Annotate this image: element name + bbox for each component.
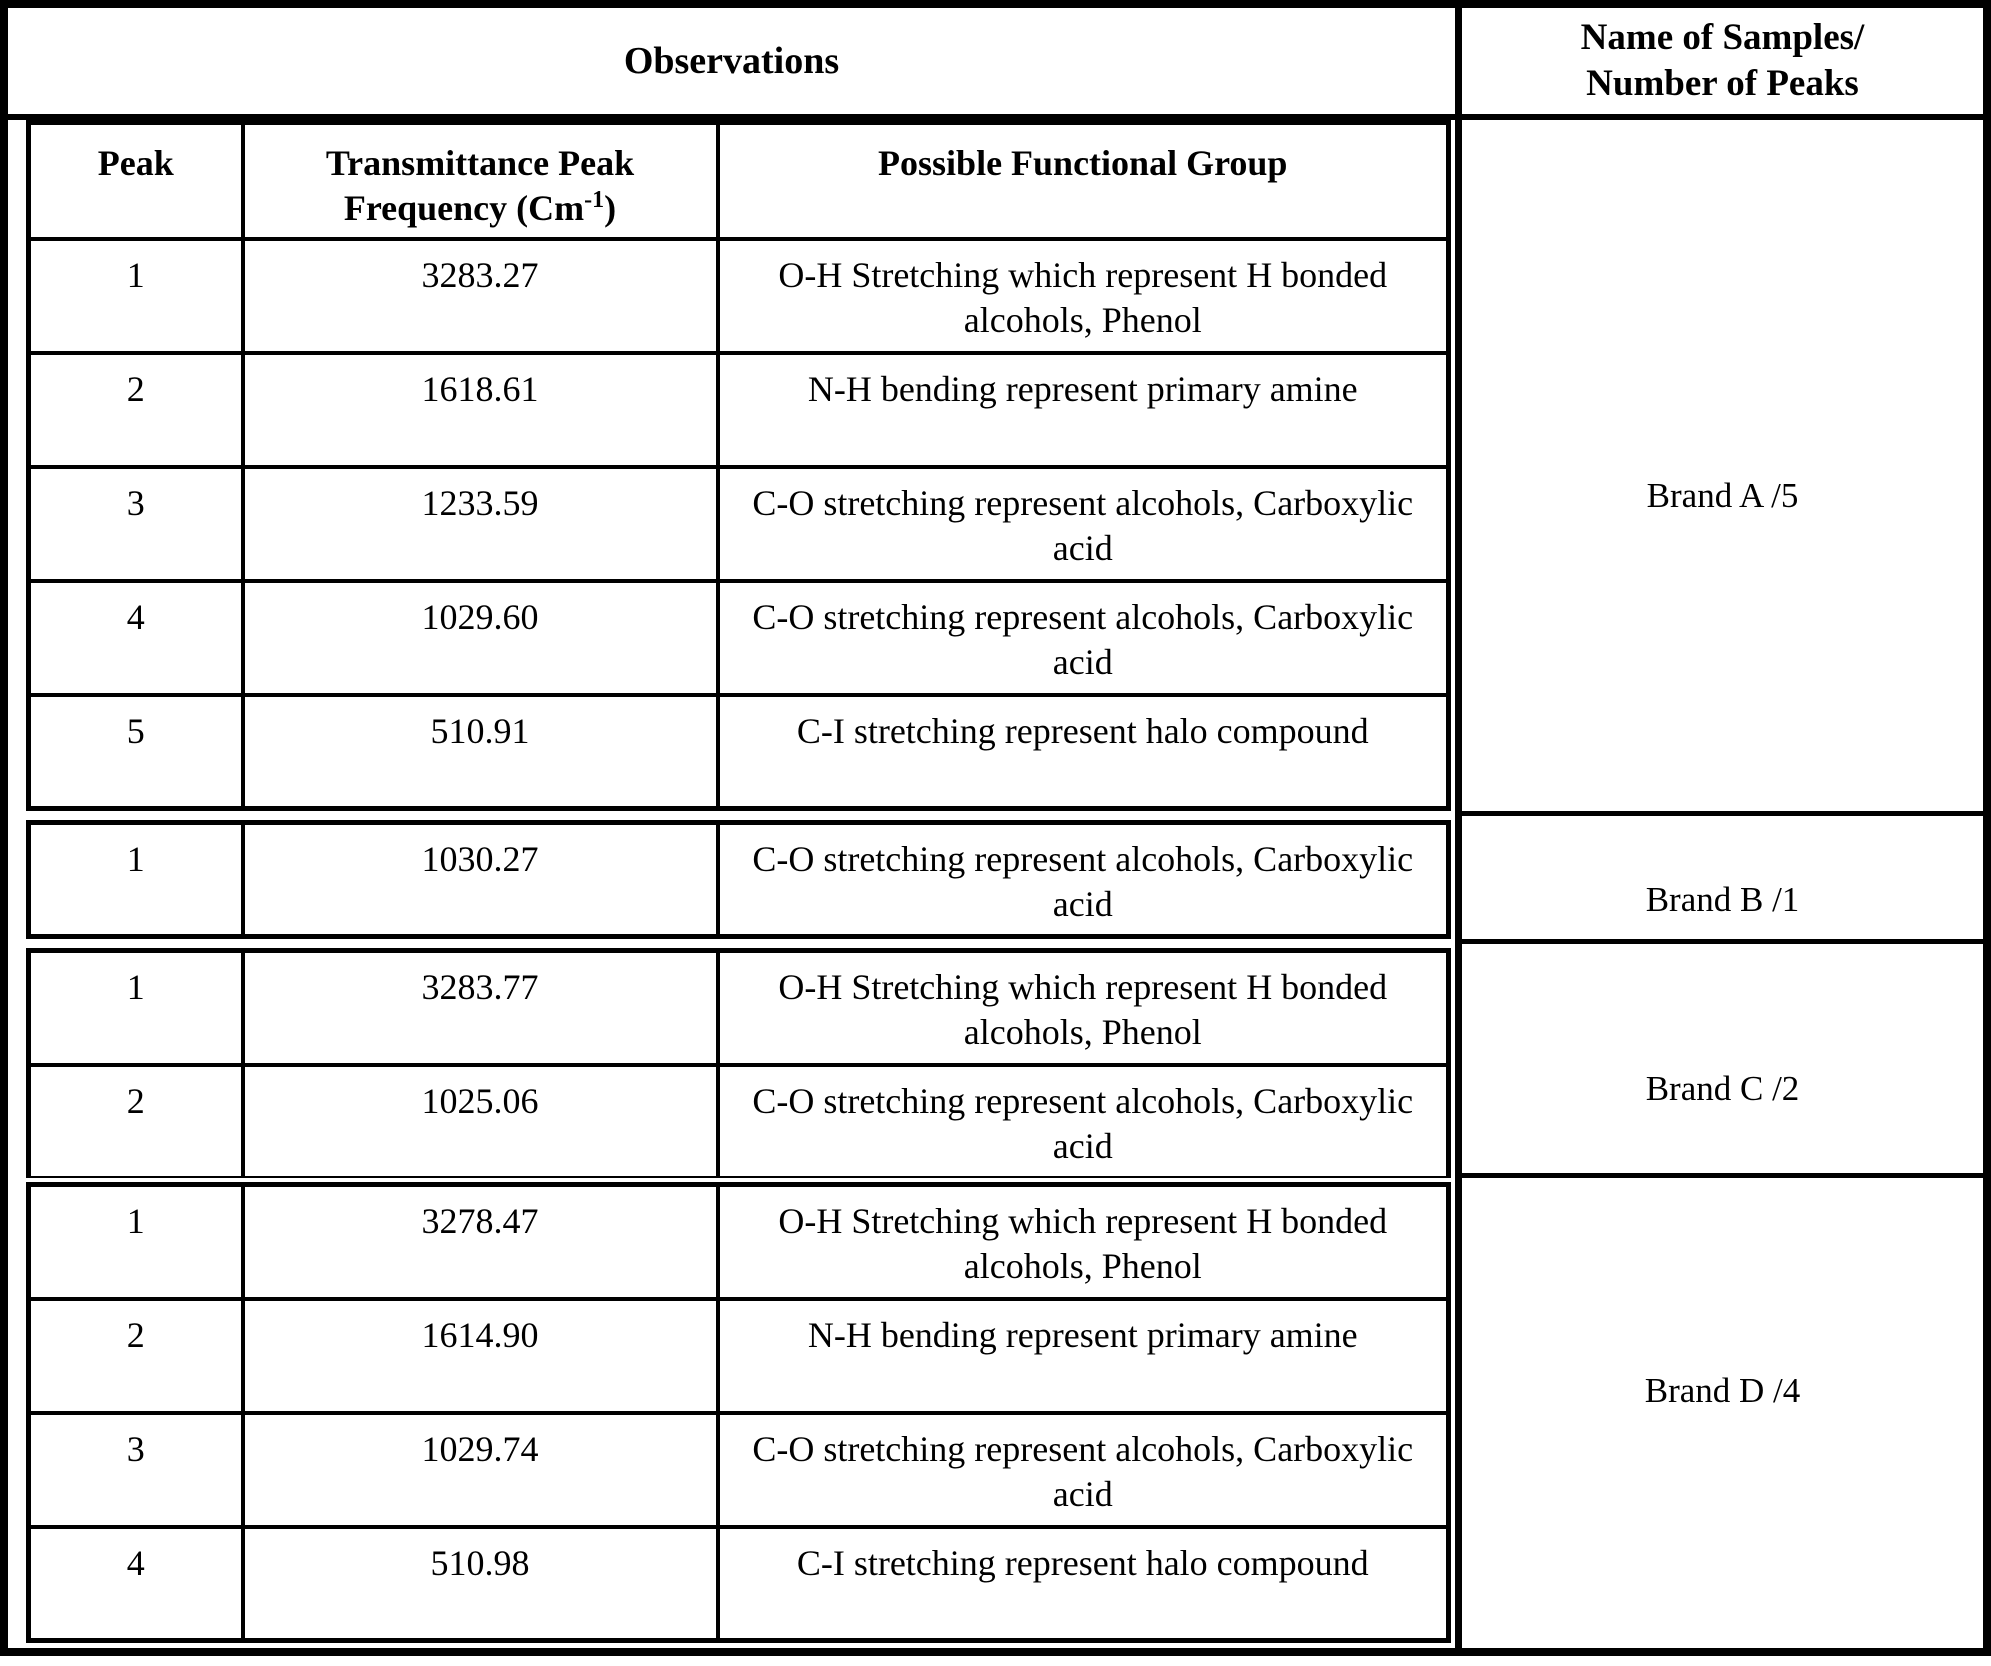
brand-a-label: Brand A /5 bbox=[1646, 475, 1799, 515]
table-row bbox=[29, 1527, 1449, 1641]
observations-section-brand-c bbox=[8, 944, 1455, 1178]
table-row bbox=[29, 239, 1449, 353]
frequency-value: 1618.61 bbox=[243, 353, 718, 467]
peak-number: 1 bbox=[29, 823, 243, 937]
peak-number: 2 bbox=[29, 1299, 243, 1413]
frequency-header-suffix: ) bbox=[604, 188, 617, 228]
frequency-value: 1030.27 bbox=[243, 823, 718, 937]
functional-group: C-O stretching represent alcohols, Carboxylic acid bbox=[718, 467, 1449, 581]
observations-section-brand-a bbox=[8, 120, 1455, 816]
samples-column bbox=[1462, 120, 1983, 1648]
table-row bbox=[29, 1413, 1449, 1527]
col-header-peak: Peak bbox=[29, 123, 243, 239]
col-header-functional-group: Possible Functional Group bbox=[718, 123, 1449, 239]
frequency-value: 510.91 bbox=[243, 695, 718, 809]
peak-number: 2 bbox=[29, 1065, 243, 1179]
peak-number: 4 bbox=[29, 1527, 243, 1641]
samples-header-line2: Number of Peaks bbox=[1586, 63, 1859, 104]
observations-table-brand-d bbox=[26, 1182, 1451, 1643]
table-row bbox=[29, 823, 1449, 937]
frequency-value: 1029.74 bbox=[243, 1413, 718, 1527]
frequency-value: 1029.60 bbox=[243, 581, 718, 695]
table-row bbox=[29, 1185, 1449, 1299]
functional-group: N-H bending represent primary amine bbox=[718, 1299, 1449, 1413]
functional-group: C-I stretching represent halo compound bbox=[718, 1527, 1449, 1641]
observations-table-brand-b bbox=[26, 820, 1451, 939]
table-row bbox=[29, 353, 1449, 467]
frequency-value: 1614.90 bbox=[243, 1299, 718, 1413]
observations-table-brand-a bbox=[26, 120, 1451, 811]
peak-number: 2 bbox=[29, 353, 243, 467]
functional-group: O-H Stretching which represent H bonded alcohols, Phenol bbox=[718, 239, 1449, 353]
observations-header bbox=[8, 8, 1462, 114]
frequency-header-line1: Transmittance Peak bbox=[325, 143, 635, 183]
table-row bbox=[29, 581, 1449, 695]
observations-section-brand-d bbox=[8, 1178, 1455, 1648]
frequency-value: 510.98 bbox=[243, 1527, 718, 1641]
table-row bbox=[29, 695, 1449, 809]
table-row bbox=[29, 1065, 1449, 1179]
peak-number: 3 bbox=[29, 467, 243, 581]
observations-table-brand-c bbox=[26, 948, 1451, 1178]
functional-group: O-H Stretching which represent H bonded alcohols, Phenol bbox=[718, 1185, 1449, 1299]
table-row bbox=[29, 467, 1449, 581]
brand-c-label: Brand C /2 bbox=[1645, 1068, 1800, 1108]
table-body bbox=[8, 120, 1983, 1648]
functional-group: C-O stretching represent alcohols, Carboxylic acid bbox=[718, 1413, 1449, 1527]
frequency-header-line2: Frequency (Cm bbox=[343, 188, 585, 228]
frequency-value: 3283.27 bbox=[243, 239, 718, 353]
brand-c-cell bbox=[1462, 944, 1983, 1178]
peak-number: 5 bbox=[29, 695, 243, 809]
peak-number: 1 bbox=[29, 1185, 243, 1299]
peak-number: 1 bbox=[29, 239, 243, 353]
brand-d-label: Brand D /4 bbox=[1644, 1370, 1801, 1410]
brand-b-cell bbox=[1462, 816, 1983, 944]
functional-group: C-O stretching represent alcohols, Carboxylic acid bbox=[718, 581, 1449, 695]
frequency-value: 1025.06 bbox=[243, 1065, 718, 1179]
table-header-row bbox=[8, 8, 1983, 120]
brand-d-cell bbox=[1462, 1178, 1983, 1648]
brand-a-cell bbox=[1462, 120, 1983, 816]
frequency-value: 1233.59 bbox=[243, 467, 718, 581]
observations-section-brand-b bbox=[8, 816, 1455, 944]
peak-number: 1 bbox=[29, 951, 243, 1065]
functional-group: N-H bending represent primary amine bbox=[718, 353, 1449, 467]
functional-group: O-H Stretching which represent H bonded alcohols, Phenol bbox=[718, 951, 1449, 1065]
functional-group: C-I stretching represent halo compound bbox=[718, 695, 1449, 809]
frequency-header-superscript: -1 bbox=[584, 187, 605, 213]
inner-header-row bbox=[29, 123, 1449, 239]
frequency-value: 3283.77 bbox=[243, 951, 718, 1065]
observations-column bbox=[8, 120, 1462, 1648]
brand-b-label: Brand B /1 bbox=[1645, 880, 1800, 919]
frequency-value: 3278.47 bbox=[243, 1185, 718, 1299]
samples-header-line1: Name of Samples/ bbox=[1580, 17, 1865, 58]
observations-header-label: Observations bbox=[623, 40, 840, 82]
peak-number: 4 bbox=[29, 581, 243, 695]
col-header-frequency bbox=[243, 123, 718, 239]
samples-header bbox=[1462, 8, 1983, 114]
functional-group: C-O stretching represent alcohols, Carboxylic acid bbox=[718, 823, 1449, 937]
functional-group: C-O stretching represent alcohols, Carboxylic acid bbox=[718, 1065, 1449, 1179]
table-row bbox=[29, 951, 1449, 1065]
peak-number: 3 bbox=[29, 1413, 243, 1527]
table-row bbox=[29, 1299, 1449, 1413]
